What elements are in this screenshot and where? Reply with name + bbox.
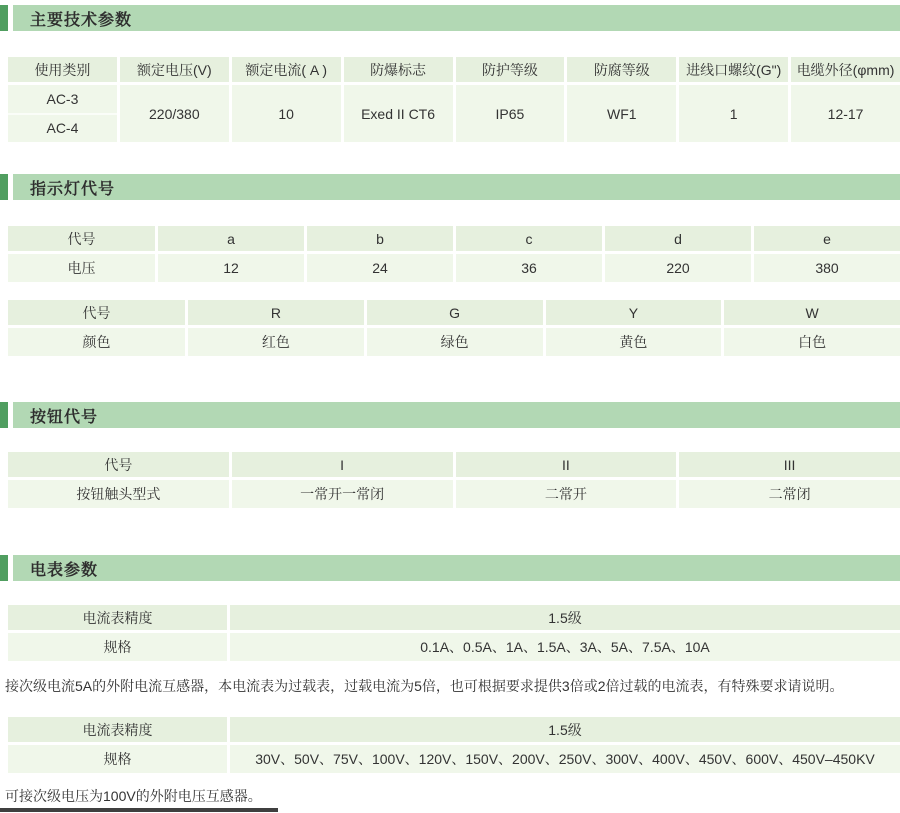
table-cell: 二常闭 (679, 480, 900, 508)
table-cell: 30V、50V、75V、100V、120V、150V、200V、250V、300V、400V、450V、600V、450V–450KV (230, 745, 900, 773)
table-cell: 10 (232, 85, 341, 142)
header-cell: I (232, 452, 453, 477)
table-cell: 24 (307, 254, 453, 282)
header-cell: 规格 (8, 633, 227, 661)
header-cell: 额定电流( A ) (232, 57, 341, 82)
section-accent-bar (0, 174, 8, 200)
table-cell: 颜色 (8, 328, 185, 356)
table-cell: 1.5级 (230, 717, 900, 742)
section-title: 主要技术参数 (30, 11, 133, 29)
ammeter-note: 接次级电流5A的外附电流互感器，本电流表为过载表，过载电流为5倍，也可根据要求提供3倍或2倍过载的电流表，有特殊要求请说明。 (5, 678, 844, 694)
header-cell: a (158, 226, 304, 251)
header-cell: 防护等级 (456, 57, 565, 82)
header-cell: Y (546, 300, 722, 325)
voltmeter-note: 可接次级电压为100V的外附电压互感器。 (5, 788, 262, 804)
indicator-color-table (8, 300, 900, 356)
table-cell: 220 (605, 254, 751, 282)
section-title-bar (13, 402, 900, 428)
section-title: 按钮代号 (30, 408, 99, 426)
header-cell: 代号 (8, 300, 185, 325)
header-cell: 代号 (8, 226, 155, 251)
table-cell: WF1 (567, 85, 676, 142)
table-cell: 黄色 (546, 328, 722, 356)
voltmeter-table (8, 717, 900, 773)
header-cell: 规格 (8, 745, 227, 773)
indicator-voltage-table (8, 226, 900, 282)
header-cell: 代号 (8, 452, 229, 477)
header-cell: G (367, 300, 543, 325)
table-cell: IP65 (456, 85, 565, 142)
table-cell: Exed II CT6 (344, 85, 453, 142)
table-cell: 1 (679, 85, 788, 142)
table-cell: 0.1A、0.5A、1A、1.5A、3A、5A、7.5A、10A (230, 633, 900, 661)
table-cell: 红色 (188, 328, 364, 356)
section-header-tech-params (0, 5, 900, 31)
table-cell: 380 (754, 254, 900, 282)
section-accent-bar (0, 402, 8, 428)
table-cell: 12 (158, 254, 304, 282)
header-cell: 电缆外径(φmm) (791, 57, 900, 82)
table-cell: 绿色 (367, 328, 543, 356)
table-cell: 36 (456, 254, 602, 282)
header-cell: 防爆标志 (344, 57, 453, 82)
section-title-bar (13, 5, 900, 31)
table-cell: 二常开 (456, 480, 677, 508)
header-cell: R (188, 300, 364, 325)
table-cell: 电压 (8, 254, 155, 282)
section-title: 电表参数 (30, 561, 99, 579)
ammeter-table (8, 605, 900, 661)
header-cell: b (307, 226, 453, 251)
header-cell: III (679, 452, 900, 477)
section-accent-bar (0, 5, 8, 31)
table-cell: 按钮触头型式 (8, 480, 229, 508)
table-cell: 一常开一常闭 (232, 480, 453, 508)
table-cell: AC-4 (46, 120, 79, 137)
section-title-bar (13, 555, 900, 581)
section-header-button (0, 402, 900, 428)
header-cell: 进线口螺纹(G") (679, 57, 788, 82)
tech-params-table (8, 57, 900, 142)
table-cell: 12-17 (791, 85, 900, 142)
section-header-meter (0, 555, 900, 581)
table-cell: 1.5级 (230, 605, 900, 630)
table-cell: 220/380 (120, 85, 229, 142)
spec-sheet-page (0, 5, 900, 813)
table-cell: AC-3 (8, 85, 117, 115)
header-cell: e (754, 226, 900, 251)
section-header-indicator (0, 174, 900, 200)
section-title-bar (13, 174, 900, 200)
table-cell: 白色 (724, 328, 900, 356)
header-cell: 电流表精度 (8, 605, 227, 630)
header-cell: W (724, 300, 900, 325)
header-cell: 使用类别 (8, 57, 117, 82)
button-code-table (8, 452, 900, 508)
section-title: 指示灯代号 (30, 180, 116, 198)
header-cell: 电流表精度 (8, 717, 227, 742)
header-cell: 防腐等级 (567, 57, 676, 82)
header-cell: 额定电压(V) (120, 57, 229, 82)
header-cell: d (605, 226, 751, 251)
section-accent-bar (0, 555, 8, 581)
bottom-crop-line (0, 808, 278, 812)
header-cell: II (456, 452, 677, 477)
usage-category-cell (8, 85, 117, 142)
header-cell: c (456, 226, 602, 251)
